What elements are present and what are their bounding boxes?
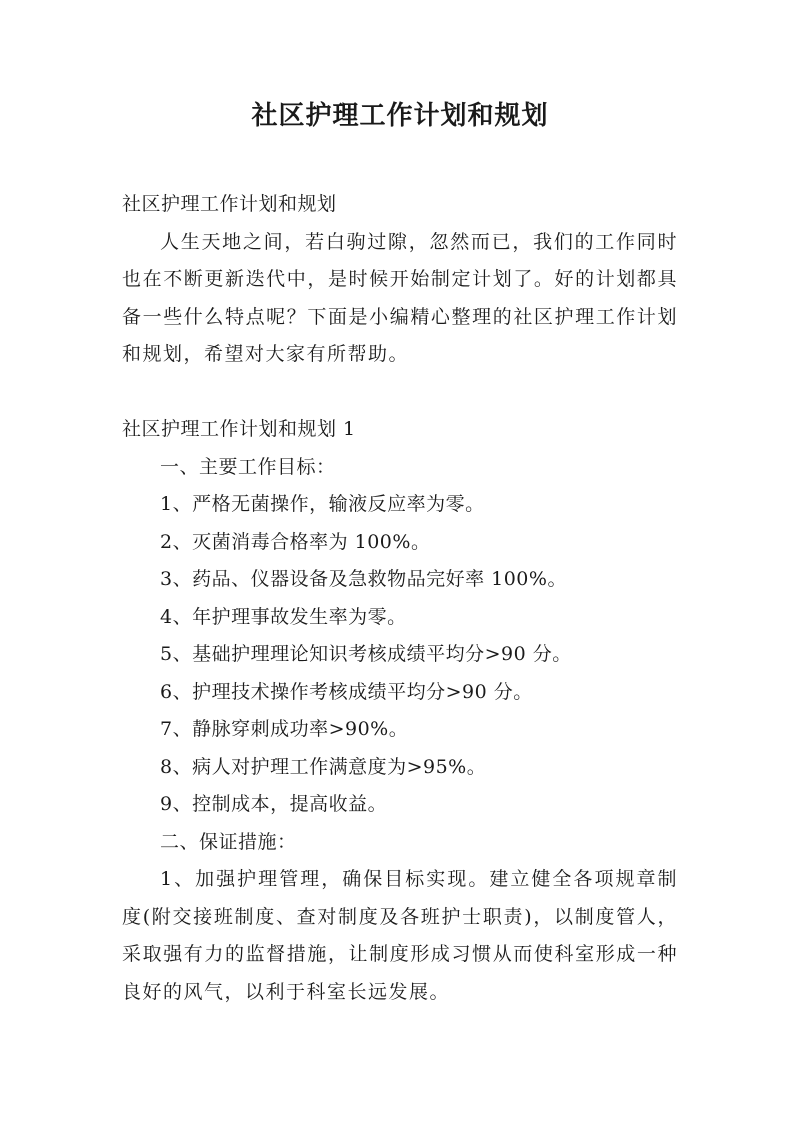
goal-item: 6、护理技术操作考核成绩平均分>90 分。 <box>160 680 533 703</box>
goal-item: 4、年护理事故发生率为零。 <box>160 605 407 628</box>
goal-item: 2、灭菌消毒合格率为 100%。 <box>160 530 431 553</box>
goal-item: 3、药品、仪器设备及急救物品完好率 100%。 <box>160 568 567 590</box>
intro-paragraph: 人生天地之间，若白驹过隙，忽然而已，我们的工作同时也在不断更新迭代中，是时候开始制定计划了。好的计划都具备一些什么特点呢？下面是小编精心整理的社区护理工作计划和规划，希望对大家有所帮助。 <box>122 230 678 365</box>
document-title: 社区护理工作计划和规划 <box>251 101 549 131</box>
document-subtitle: 社区护理工作计划和规划 <box>122 193 337 215</box>
document-body <box>122 186 678 1011</box>
goal-item: 7、静脉穿刺成功率>90%。 <box>160 718 409 740</box>
goal-item: 5、基础护理理论知识考核成绩平均分>90 分。 <box>160 643 572 665</box>
goal-item: 8、病人对护理工作满意度为>95%。 <box>160 755 487 778</box>
goal-item: 9、控制成本，提高收益。 <box>160 793 388 815</box>
goal-item: 1、严格无菌操作，输液反应率为零。 <box>160 493 485 515</box>
part-heading-measures: 二、保证措施： <box>160 830 297 853</box>
measure-paragraph: 1、加强护理管理，确保目标实现。建立健全各项规章制度(附交接班制度、查对制度及各班护士职责)，以制度管人，采取强有力的监督措施，让制度形成习惯从而使科室形成一种良好的风气，以利于科室长远发展。 <box>122 868 678 1003</box>
paragraph-spacer <box>122 374 678 412</box>
section-heading: 社区护理工作计划和规划 1 <box>122 418 356 440</box>
part-heading-goals: 一、主要工作目标： <box>160 455 336 478</box>
